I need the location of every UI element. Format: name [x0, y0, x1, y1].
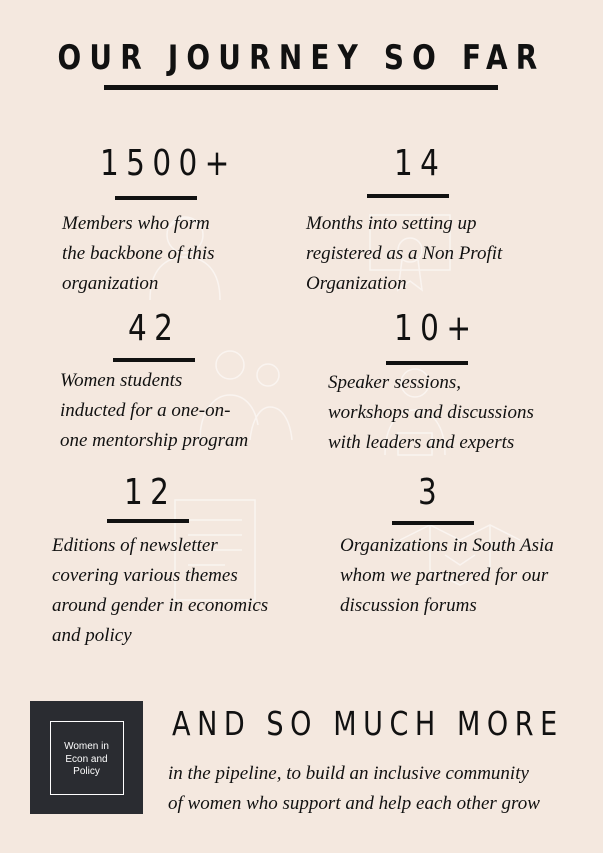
stat-months	[306, 143, 586, 303]
stat-value: 14	[394, 143, 447, 184]
organization-logo	[30, 701, 143, 814]
stat-value: 12	[124, 472, 177, 513]
page-title: OUR JOURNEY SO FAR	[57, 38, 546, 78]
footer-body: in the pipeline, to build an inclusive community of women who support and help each other grow	[168, 763, 540, 814]
stat-members	[62, 143, 302, 303]
stat-value: 1500+	[100, 143, 237, 184]
stat-newsletter	[52, 472, 322, 652]
stat-description: Members who form the backbone of this organization	[62, 213, 215, 294]
footer-title: AND SO MUCH MORE	[172, 704, 564, 743]
stat-value: 3	[418, 472, 445, 513]
stat-description: Months into setting up registered as a Non Profit Organization	[306, 213, 503, 294]
stat-description: Organizations in South Asia whom we partnered for our discussion forums	[340, 535, 554, 616]
stat-underline	[115, 196, 197, 200]
stat-value: 42	[128, 308, 181, 349]
title-underline	[104, 85, 498, 90]
stat-underline	[107, 519, 189, 523]
stat-description: Women students inducted for a one-on- one mentorship program	[60, 370, 249, 451]
stat-description: Speaker sessions, workshops and discussions with leaders and experts	[328, 372, 534, 453]
logo-text: Women in Econ and Policy	[64, 741, 109, 777]
stat-partners	[340, 472, 600, 632]
stat-underline	[392, 521, 474, 525]
stat-underline	[367, 194, 449, 198]
stat-sessions	[328, 308, 588, 468]
stat-underline	[113, 358, 195, 362]
stat-description: Editions of newsletter covering various themes around gender in economics and policy	[52, 535, 269, 646]
stat-mentorship	[60, 308, 320, 468]
stat-underline	[386, 361, 468, 365]
stat-value: 10+	[394, 308, 479, 349]
